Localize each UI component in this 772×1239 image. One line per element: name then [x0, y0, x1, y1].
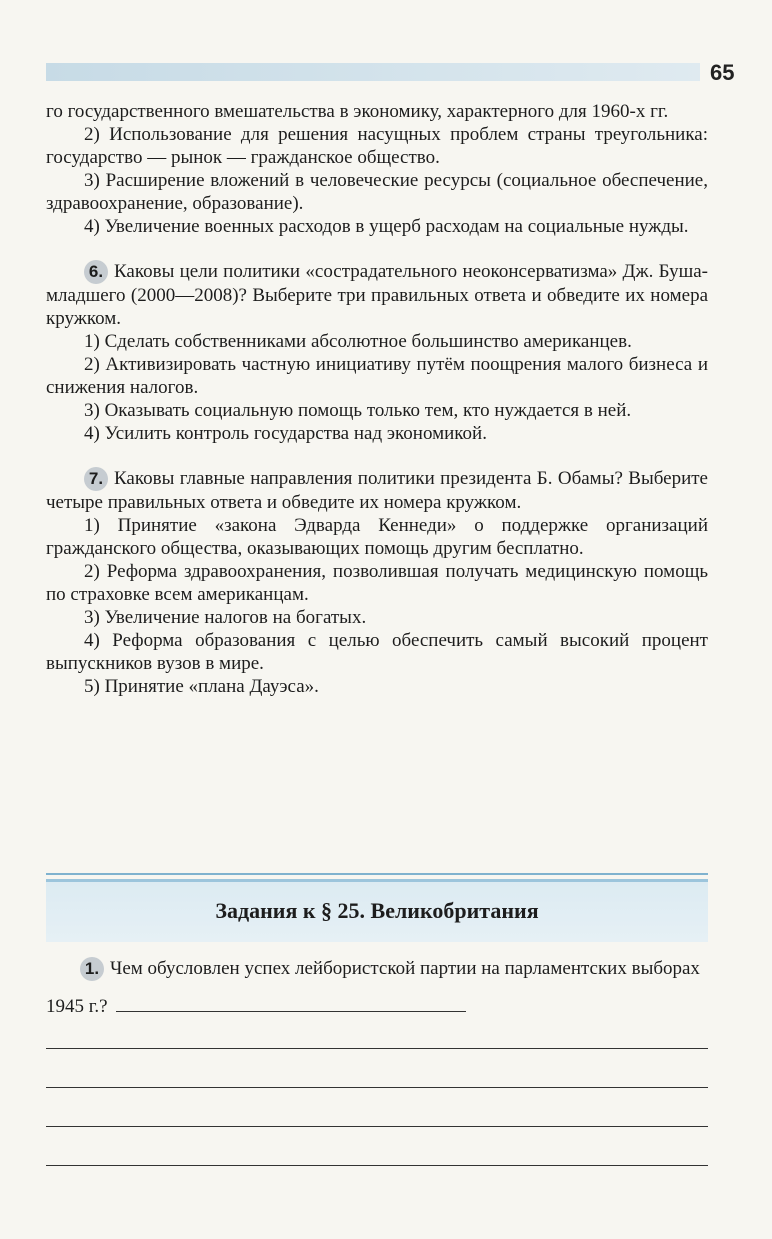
answer-option[interactable]: 3) Оказывать социальную помощь только тем, кто нуждается в ней. — [84, 400, 632, 421]
main-text — [46, 100, 708, 698]
section-divider — [46, 873, 708, 875]
answer-option[interactable]: 1) Принятие «закона Эдварда Кеннеди» о поддержке организаций гражданского общества, оказывающих помощь другим бесплатно. — [46, 515, 708, 559]
section-title: Задания к § 25. Великобритания — [215, 898, 539, 923]
question-6 — [46, 260, 708, 330]
prev-answer-option: 2) Использование для решения насущных проблем страны треугольника: государство — рынок — гражданское общество. — [46, 124, 708, 168]
answer-line[interactable] — [46, 1048, 708, 1049]
answer-line-inline[interactable] — [116, 991, 466, 1012]
answer-option[interactable]: 2) Активизировать частную инициативу путём поощрения малого бизнеса и снижения налогов. — [46, 354, 708, 398]
answer-line[interactable] — [46, 1087, 708, 1088]
answer-line[interactable] — [46, 1165, 708, 1166]
answer-option[interactable]: 2) Реформа здравоохранения, позволившая получать медицинскую помощь по страховке всем американцам. — [46, 561, 708, 605]
task-number-badge: 1. — [80, 957, 104, 981]
question-6-text: Каковы цели политики «сострадательного неоконсерватизма» Дж. Буша-младшего (2000—2008)? Выберите три правильных ответа и обведите их номера кружком. — [46, 261, 708, 329]
answer-option[interactable]: 4) Усилить контроль государства над экономикой. — [84, 423, 487, 444]
answer-option[interactable]: 4) Реформа образования с целью обеспечить самый высокий процент выпускников вузов в мире. — [46, 630, 708, 674]
answer-line[interactable] — [46, 1126, 708, 1127]
question-number-badge: 6. — [84, 260, 108, 284]
task-1-text: Чем обусловлен успех лейбористской партии на парламентских выборах 1945 г.? — [46, 958, 700, 1017]
question-7 — [46, 467, 708, 514]
header-bar — [46, 63, 700, 81]
prev-answer-continuation: го государственного вмешательства в экономику, характерного для 1960-х гг. — [46, 101, 669, 122]
prev-answer-option: 4) Увеличение военных расходов в ущерб расходам на социальные нужды. — [84, 216, 689, 237]
answer-option[interactable]: 1) Сделать собственниками абсолютное большинство американцев. — [84, 331, 632, 352]
question-number-badge: 7. — [84, 467, 108, 491]
answer-option[interactable]: 3) Увеличение налогов на богатых. — [84, 607, 367, 628]
prev-answer-option: 3) Расширение вложений в человеческие ресурсы (социальное обеспечение, здравоохранение, образование). — [46, 170, 708, 214]
task-1 — [46, 950, 708, 1026]
question-7-text: Каковы главные направления политики президента Б. Обамы? Выберите четыре правильных ответа и обведите их номера кружком. — [46, 468, 708, 513]
page-number: 65 — [710, 60, 735, 85]
answer-option[interactable]: 5) Принятие «плана Дауэса». — [84, 676, 319, 697]
